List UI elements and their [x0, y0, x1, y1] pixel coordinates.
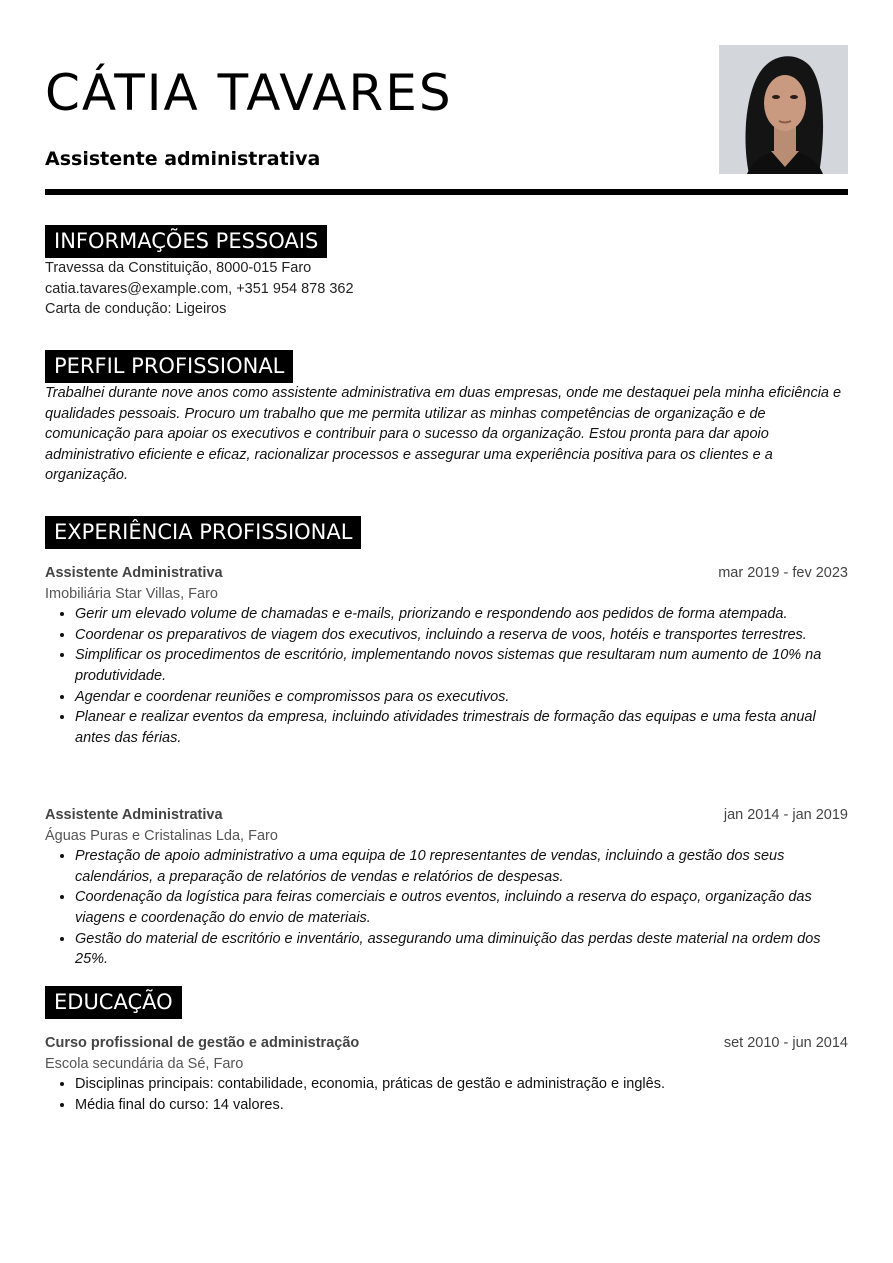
experience-entry [45, 805, 848, 970]
job-dates: jan 2014 - jan 2019 [723, 807, 848, 823]
job-company: Águas Puras e Cristalinas Lda, Faro [45, 827, 278, 844]
job-role: Assistente Administrativa [45, 565, 223, 581]
address-text: Travessa da Constituição, 8000-015 Faro [45, 260, 312, 276]
list-item: • Planear e realizar eventos da empresa, incluindo atividades trimestrais de formação das equipas e uma festa anual antes das férias. [75, 707, 848, 748]
school-name: Escola secundária da Sé, Faro [45, 1055, 244, 1072]
personal-info [45, 258, 848, 320]
contact-text: catia.tavares@example.com, +351 954 878 362 [45, 280, 354, 297]
course-name: Curso profissional de gestão e administração [45, 1035, 360, 1051]
candidate-title: Assistente administrativa [45, 148, 321, 170]
experience-entry [45, 563, 848, 748]
list-item: • Disciplinas principais: contabilidade, economia, práticas de gestão e administração e inglês. [75, 1074, 848, 1095]
license-text: Carta de condução: Ligeiros [45, 301, 227, 318]
header-divider [45, 189, 848, 195]
section-heading-profile: PERFIL PROFISSIONAL [45, 350, 293, 383]
list-item: • Gestão do material de escritório e inventário, assegurando uma diminuição das perdas deste material na ordem dos 25%. [75, 929, 848, 970]
job-duties-list [45, 846, 848, 970]
job-dates: mar 2019 - fev 2023 [718, 565, 848, 581]
list-item: • Simplificar os procedimentos de escritório, implementando novos sistemas que resultaram num aumento de 10% na produtividade. [75, 645, 848, 686]
job-company: Imobiliária Star Villas, Faro [45, 585, 218, 602]
course-dates: set 2010 - jun 2014 [723, 1035, 848, 1051]
job-duties-list [45, 604, 848, 748]
candidate-name: CÁTIA TAVARES [45, 64, 453, 122]
list-item: • Agendar e coordenar reuniões e compromissos para os executivos. [75, 687, 848, 708]
list-item: • Gerir um elevado volume de chamadas e e-mails, priorizando e respondendo aos pedidos de forma atempada. [75, 604, 848, 625]
section-heading-experience: EXPERIÊNCIA PROFISSIONAL [45, 516, 361, 549]
education-details-list [45, 1074, 848, 1115]
resume-header [45, 0, 848, 196]
list-item: • Coordenar os preparativos de viagem dos executivos, incluindo a reserva de voos, hotéis e transportes terrestres. [75, 625, 848, 646]
list-item: • Prestação de apoio administrativo a uma equipa de 10 representantes de vendas, incluindo a gestão dos seus calendários, a preparação de relatórios de vendas e relatórios de despesas. [75, 846, 848, 887]
job-role: Assistente Administrativa [45, 807, 223, 823]
list-item: • Coordenação da logística para feiras comerciais e outros eventos, incluindo a reserva do espaço, organização das viagens e coordenação do envio de materiais. [75, 887, 848, 928]
profile-summary: Trabalhei durante nove anos como assistente administrativa em duas empresas, onde me destaquei pela minha eficiência e qualidades pessoais. Procuro um trabalho que me permita utilizar as minhas competências de organização e de comunicação para apoiar os executivos e contribuir para o sucesso da organização. Estou pronta para dar apoio administrativo eficiente e eficaz, racionalizar processos e assegurar uma experiência positiva para os clientes e a organização. [45, 385, 842, 484]
section-heading-education: EDUCAÇÃO [45, 986, 182, 1019]
profile-photo [719, 45, 848, 174]
section-heading-personal: INFORMAÇÕES PESSOAIS [45, 225, 327, 258]
education-entry [45, 1033, 848, 1115]
list-item: • Média final do curso: 14 valores. [75, 1095, 848, 1116]
